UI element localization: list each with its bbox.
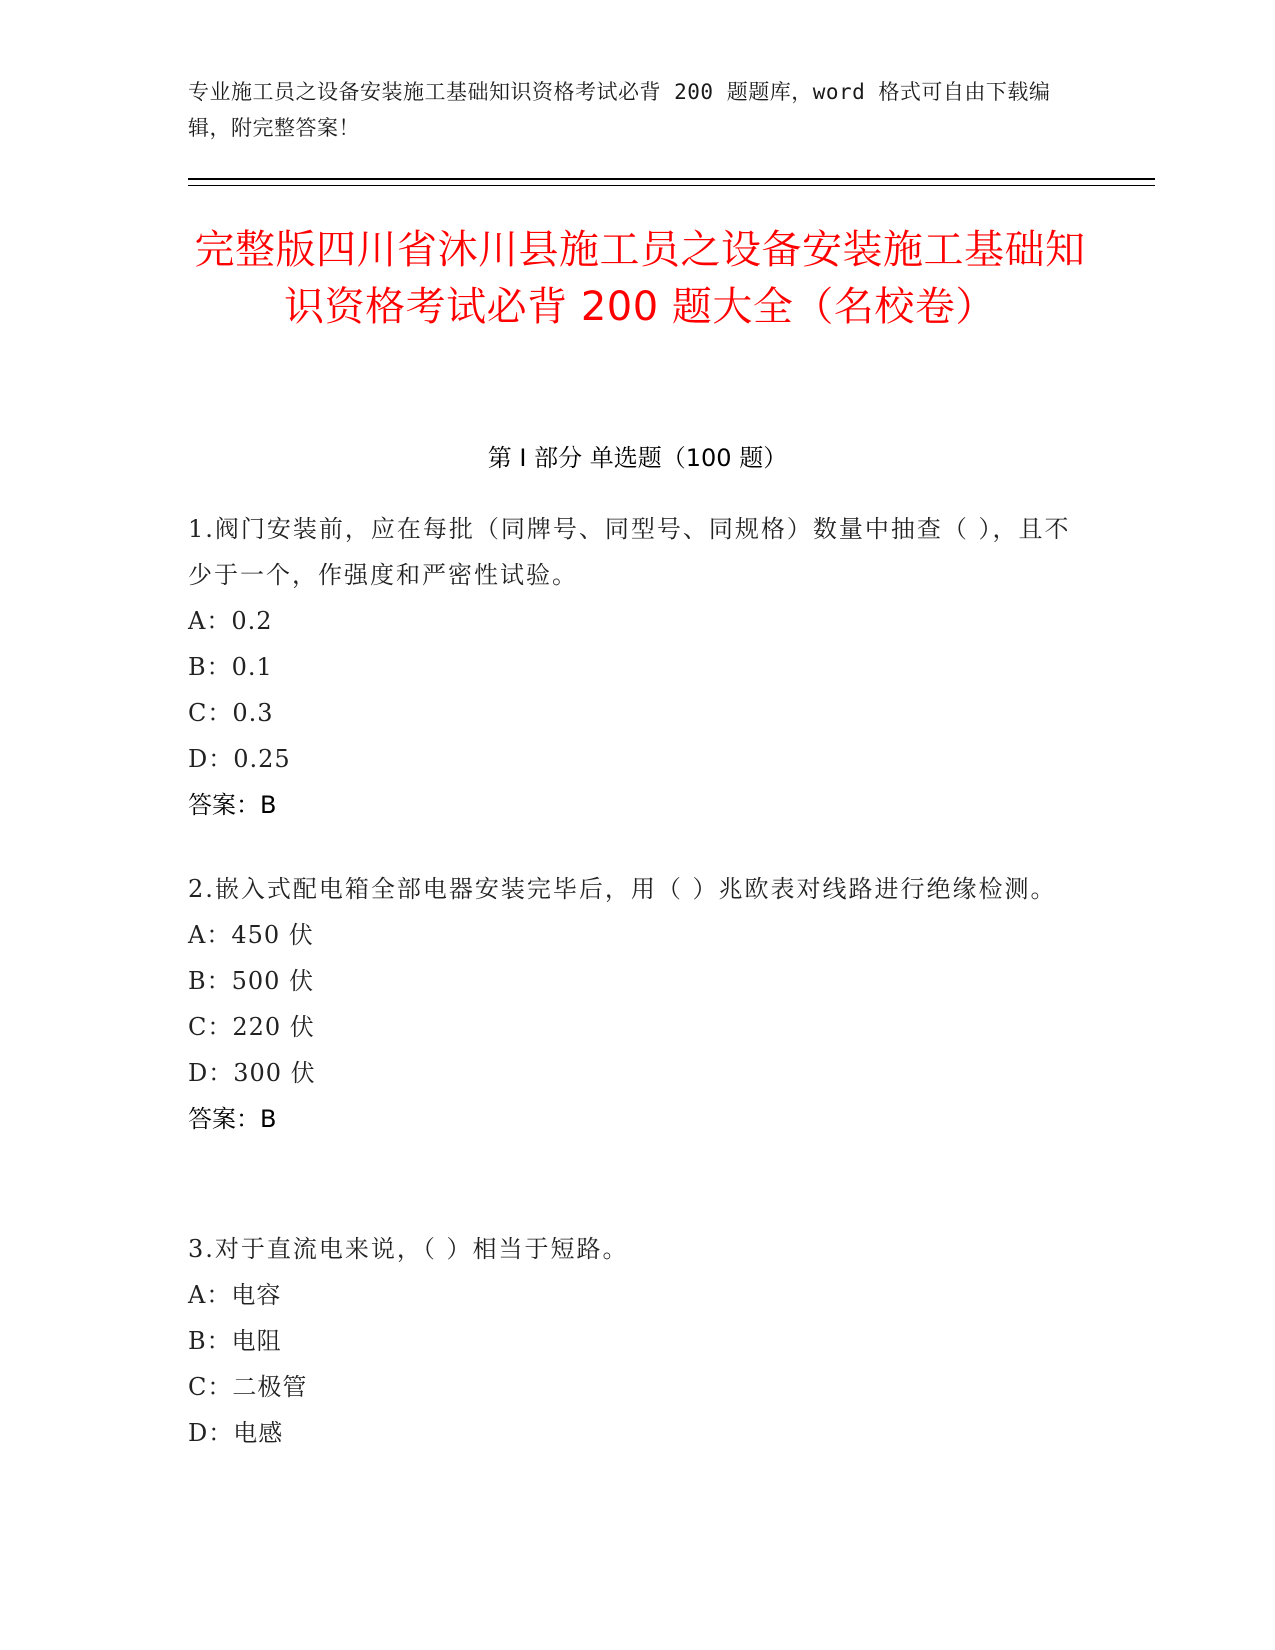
option-d: D：电感 bbox=[188, 1419, 284, 1447]
option-c: C：二极管 bbox=[188, 1373, 308, 1401]
option-a: A：450 伏 bbox=[188, 921, 314, 949]
header-note: 专业施工员之设备安装施工基础知识资格考试必背 200 题题库，word 格式可自由下载编辑，附完整答案！ bbox=[188, 80, 1051, 140]
question-2 bbox=[188, 866, 1088, 1142]
option-c: C：220 伏 bbox=[188, 1013, 315, 1041]
option-b: B：电阻 bbox=[188, 1327, 282, 1355]
option-b: B：500 伏 bbox=[188, 967, 315, 995]
option-a: A：电容 bbox=[188, 1281, 282, 1309]
option-c: C：0.3 bbox=[188, 699, 274, 727]
option-d: D：0.25 bbox=[188, 745, 291, 773]
option-d: D：300 伏 bbox=[188, 1059, 316, 1087]
option-a: A：0.2 bbox=[188, 607, 273, 635]
question-stem: 3.对于直流电来说，（ ）相当于短路。 bbox=[188, 1235, 629, 1263]
question-3 bbox=[188, 1226, 1088, 1456]
question-1 bbox=[188, 506, 1088, 828]
question-stem: 2.嵌入式配电箱全部电器安装完毕后，用（ ）兆欧表对线路进行绝缘检测。 bbox=[188, 875, 1057, 903]
answer: 答案：B bbox=[188, 791, 277, 819]
option-b: B：0.1 bbox=[188, 653, 273, 681]
document-title: 完整版四川省沐川县施工员之设备安装施工基础知识资格考试必背 200 题大全（名校卷） bbox=[194, 227, 1086, 330]
header-divider-thick bbox=[188, 178, 1155, 180]
question-stem: 1.阀门安装前，应在每批（同牌号、同型号、同规格）数量中抽查（ ），且不少于一个，作强度和严密性试验。 bbox=[188, 515, 1071, 589]
answer: 答案：B bbox=[188, 1105, 277, 1133]
header-divider-thin bbox=[188, 185, 1155, 186]
section-title: 第 I 部分 单选题（100 题） bbox=[487, 444, 788, 472]
